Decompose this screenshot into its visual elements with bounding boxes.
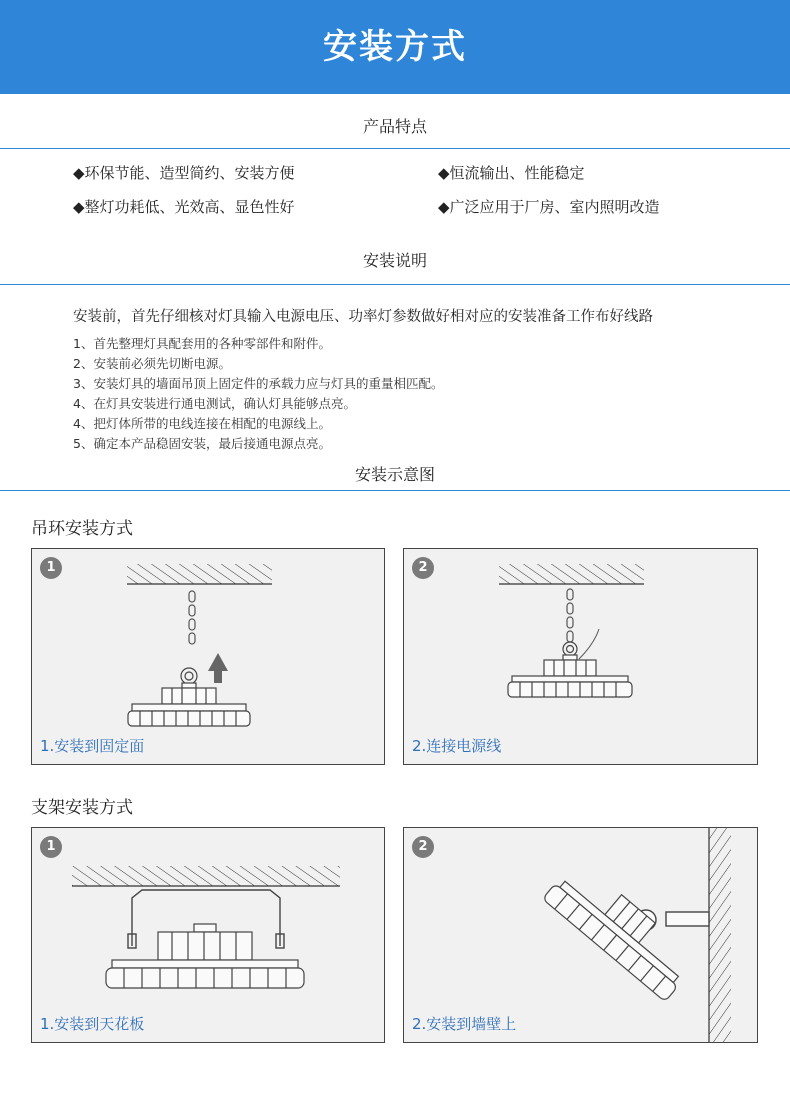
page-header [0, 0, 790, 94]
step-item: 3、安装灯具的墙面吊顶上固定件的承载力应与灯具的重量相匹配。 [73, 376, 444, 391]
bracket-method-title: 支架安装方式 [31, 798, 133, 818]
page-title: 安装方式 [323, 27, 467, 67]
panel-caption: 1.安装到固定面 [40, 737, 145, 755]
step-item: 5、确定本产品稳固安装，最后接通电源点亮。 [73, 436, 331, 451]
step-item: 4、把灯体所带的电线连接在相配的电源线上。 [73, 416, 331, 431]
diagram-title: 安装示意图 [354, 465, 435, 484]
features-title: 产品特点 [362, 117, 427, 136]
ceiling-hatch [72, 866, 340, 886]
wall-hatch [709, 828, 731, 1042]
feature-item: ◆广泛应用于厂房、室内照明改造 [438, 198, 660, 216]
step-item: 4、在灯具安装进行通电测试，确认灯具能够点亮。 [73, 396, 356, 411]
hanging-step2-panel [403, 548, 758, 765]
step-badge: 1 [40, 836, 62, 858]
ceiling-hatch [499, 564, 644, 584]
chain-icon [189, 591, 195, 644]
bracket-step2-panel [403, 827, 758, 1043]
hanging-step1-illustration [32, 549, 386, 766]
chain-icon [567, 589, 573, 642]
step-item: 1、首先整理灯具配套用的各种零部件和附件。 [73, 336, 331, 351]
hanging-step2-illustration [404, 549, 759, 766]
instructions-steps [73, 334, 443, 454]
bracket-step1-panel [31, 827, 385, 1043]
panel-caption: 1.安装到天花板 [40, 1015, 145, 1033]
highbay-light-icon [128, 668, 250, 726]
feature-item: ◆整灯功耗低、光效高、显色性好 [73, 198, 295, 216]
instructions-divider [0, 284, 790, 285]
features-divider [0, 148, 790, 149]
ceiling-hatch [127, 564, 272, 584]
panel-caption: 2.安装到墙壁上 [412, 1015, 517, 1033]
panel-caption: 2.连接电源线 [412, 737, 502, 755]
up-arrow-icon [208, 653, 228, 683]
hanging-method-title: 吊环安装方式 [31, 519, 133, 539]
power-cable-icon [579, 629, 599, 659]
step-badge: 1 [40, 557, 62, 579]
feature-item: ◆恒流输出、性能稳定 [438, 164, 585, 182]
instructions-intro: 安装前，首先仔细核对灯具输入电源电压、功率灯参数做好相对应的安装准备工作布好线路 [73, 309, 653, 325]
bracket-step2-illustration [404, 828, 759, 1044]
highbay-light-icon [542, 857, 699, 1001]
step-item: 2、安装前必须先切断电源。 [73, 356, 231, 371]
bracket-step1-illustration [32, 828, 386, 1044]
diagram-divider [0, 490, 790, 491]
instructions-title: 安装说明 [362, 251, 427, 270]
feature-item: ◆环保节能、造型简约、安装方便 [73, 164, 295, 182]
hanging-step1-panel [31, 548, 385, 765]
step-badge: 2 [412, 836, 434, 858]
highbay-light-icon [508, 642, 632, 697]
step-badge: 2 [412, 557, 434, 579]
